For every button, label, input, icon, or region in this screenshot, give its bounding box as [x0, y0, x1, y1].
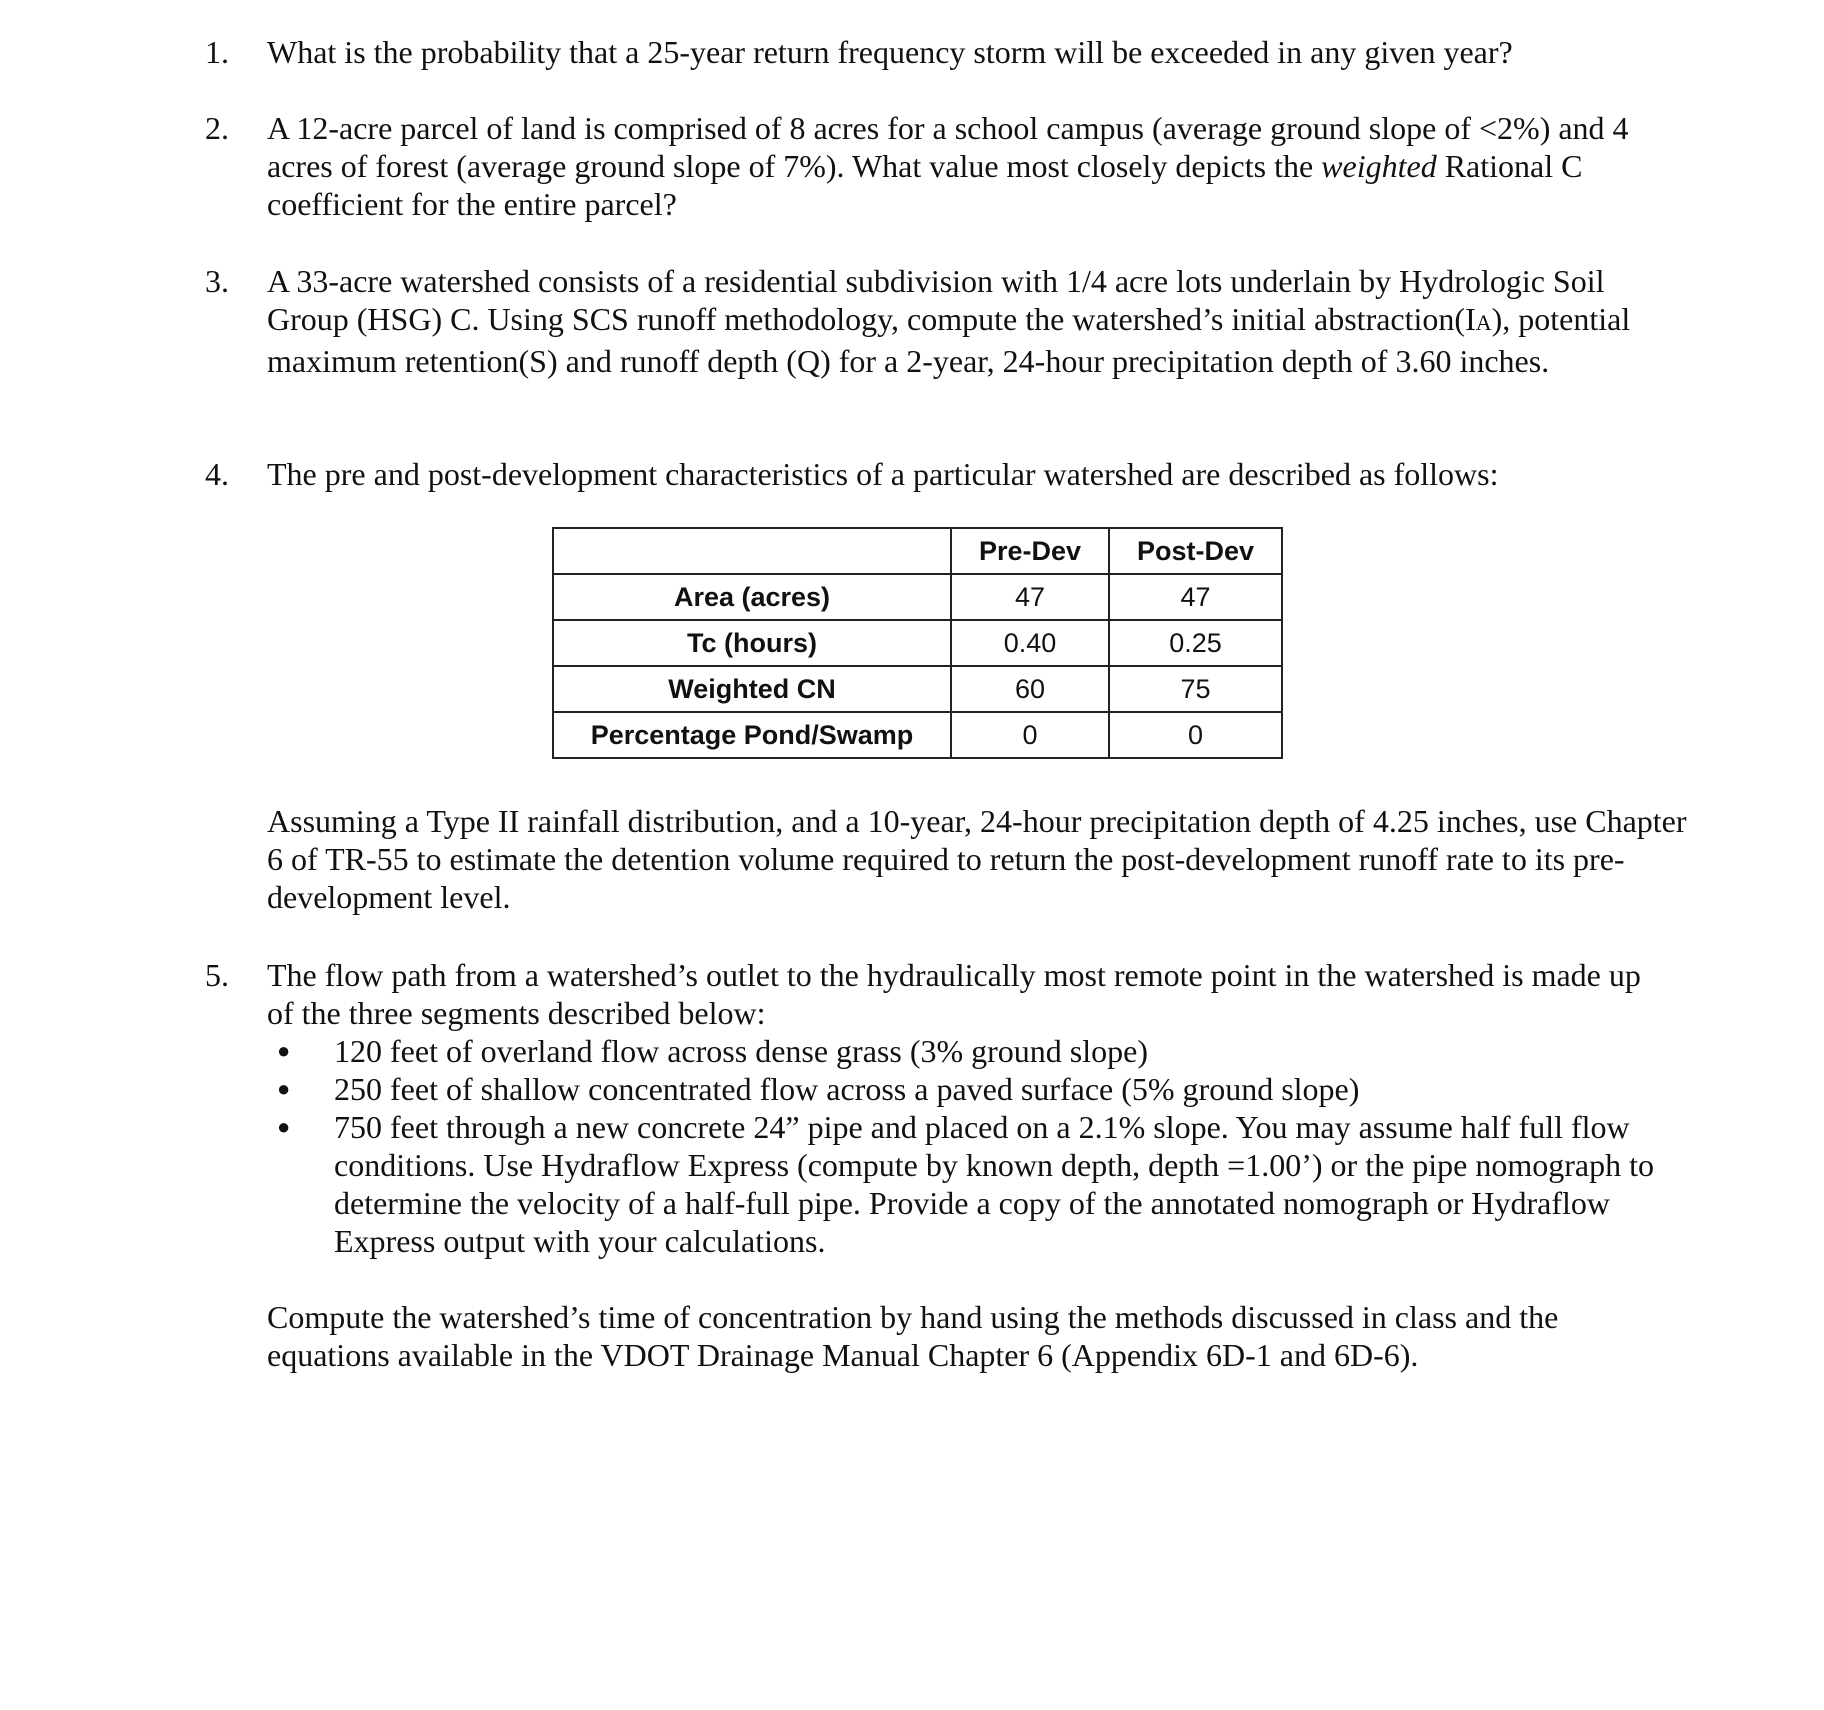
- table-header-cell: [553, 528, 951, 574]
- question-number: 1.: [205, 34, 229, 70]
- question-text-part: A 33-acre watershed consists of a residential subdivision with 1/4 acre lots underlain by Hydrologic Soil Group (HSG) C. Using SCS runoff methodology, compute the watershed’s initial abstraction(I: [267, 263, 1605, 337]
- pre-dev-value: 0.40: [951, 620, 1109, 666]
- row-label: Weighted CN: [553, 666, 951, 712]
- question-4-followup: Assuming a Type II rainfall distribution, and a 10-year, 24-hour precipitation depth of 4.25 inches, use Chapter 6 of TR-55 to estimate the detention volume required to return the post-development runoff rate to its pre-development level.: [267, 803, 1687, 915]
- question-number: 3.: [205, 263, 229, 299]
- list-item: [267, 1070, 1655, 1108]
- table-row: [553, 574, 1282, 620]
- question-number: 4.: [205, 456, 229, 492]
- table-row: [553, 666, 1282, 712]
- emphasis-text: weighted: [1321, 148, 1437, 184]
- row-label: Area (acres): [553, 574, 951, 620]
- question-3: [205, 262, 1655, 380]
- table-row: [553, 620, 1282, 666]
- row-label: Tc (hours): [553, 620, 951, 666]
- bullet-icon: ●: [277, 1114, 291, 1139]
- row-label: Percentage Pond/Swamp: [553, 712, 951, 758]
- list-item: [267, 1032, 1655, 1070]
- post-dev-value: 0.25: [1109, 620, 1282, 666]
- question-intro: The flow path from a watershed’s outlet to the hydraulically most remote point in the watershed is made up of the three segments described below:: [267, 957, 1641, 1031]
- segment-text: 750 feet through a new concrete 24” pipe and placed on a 2.1% slope. You may assume half full flow conditions. Use Hydraflow Express (compute by known depth, depth =1.00’) or the pipe nomograph to determine the velocity of a half-full pipe. Provide a copy of the annotated nomograph or Hydraflow Express output with your calculations.: [334, 1109, 1655, 1259]
- bullet-icon: ●: [277, 1076, 291, 1101]
- question-2: [205, 109, 1655, 223]
- bullet-icon: ●: [277, 1038, 291, 1063]
- segment-text: 250 feet of shallow concentrated flow across a paved surface (5% ground slope): [334, 1071, 1360, 1107]
- question-text-part: ), potential maximum retention(S) and runoff depth (Q) for a 2-year, 24-hour precipitation depth of 3.60 inches.: [267, 301, 1631, 379]
- table-header-cell: Post-Dev: [1109, 528, 1282, 574]
- question-text-part: Rational C coefficient for the entire parcel?: [267, 148, 1583, 222]
- list-item: [267, 1108, 1655, 1260]
- post-dev-value: 0: [1109, 712, 1282, 758]
- question-number: 5.: [205, 957, 229, 993]
- question-1: [205, 33, 1655, 71]
- table-row: [553, 712, 1282, 758]
- post-dev-value: 47: [1109, 574, 1282, 620]
- question-number: 2.: [205, 110, 229, 146]
- post-dev-value: 75: [1109, 666, 1282, 712]
- pre-dev-value: 0: [951, 712, 1109, 758]
- question-text-part: A 12-acre parcel of land is comprised of 8 acres for a school campus (average ground slope of <2%) and 4 acres of forest (average ground slope of 7%). What value most closely depicts the: [267, 110, 1629, 184]
- segment-text: 120 feet of overland flow across dense grass (3% ground slope): [334, 1033, 1148, 1069]
- pre-dev-value: 60: [951, 666, 1109, 712]
- question-text: [267, 109, 1655, 223]
- question-text: The pre and post-development characteristics of a particular watershed are described as follows:: [267, 456, 1499, 492]
- watershed-table: [552, 527, 1283, 759]
- question-5-followup: Compute the watershed’s time of concentration by hand using the methods discussed in class and the equations available in the VDOT Drainage Manual Chapter 6 (Appendix 6D-1 and 6D-6).: [267, 1299, 1559, 1373]
- question-text: [267, 956, 1655, 1260]
- pre-dev-value: 47: [951, 574, 1109, 620]
- question-text: [267, 262, 1655, 380]
- flow-segment-list: [267, 1032, 1655, 1260]
- question-text: What is the probability that a 25-year return frequency storm will be exceeded in any given year?: [267, 34, 1513, 70]
- table-header-cell: Pre-Dev: [951, 528, 1109, 574]
- subscript-text: A: [1475, 310, 1492, 335]
- table-header-row: [553, 528, 1282, 574]
- question-4: [205, 455, 1655, 493]
- question-5: [205, 956, 1655, 1260]
